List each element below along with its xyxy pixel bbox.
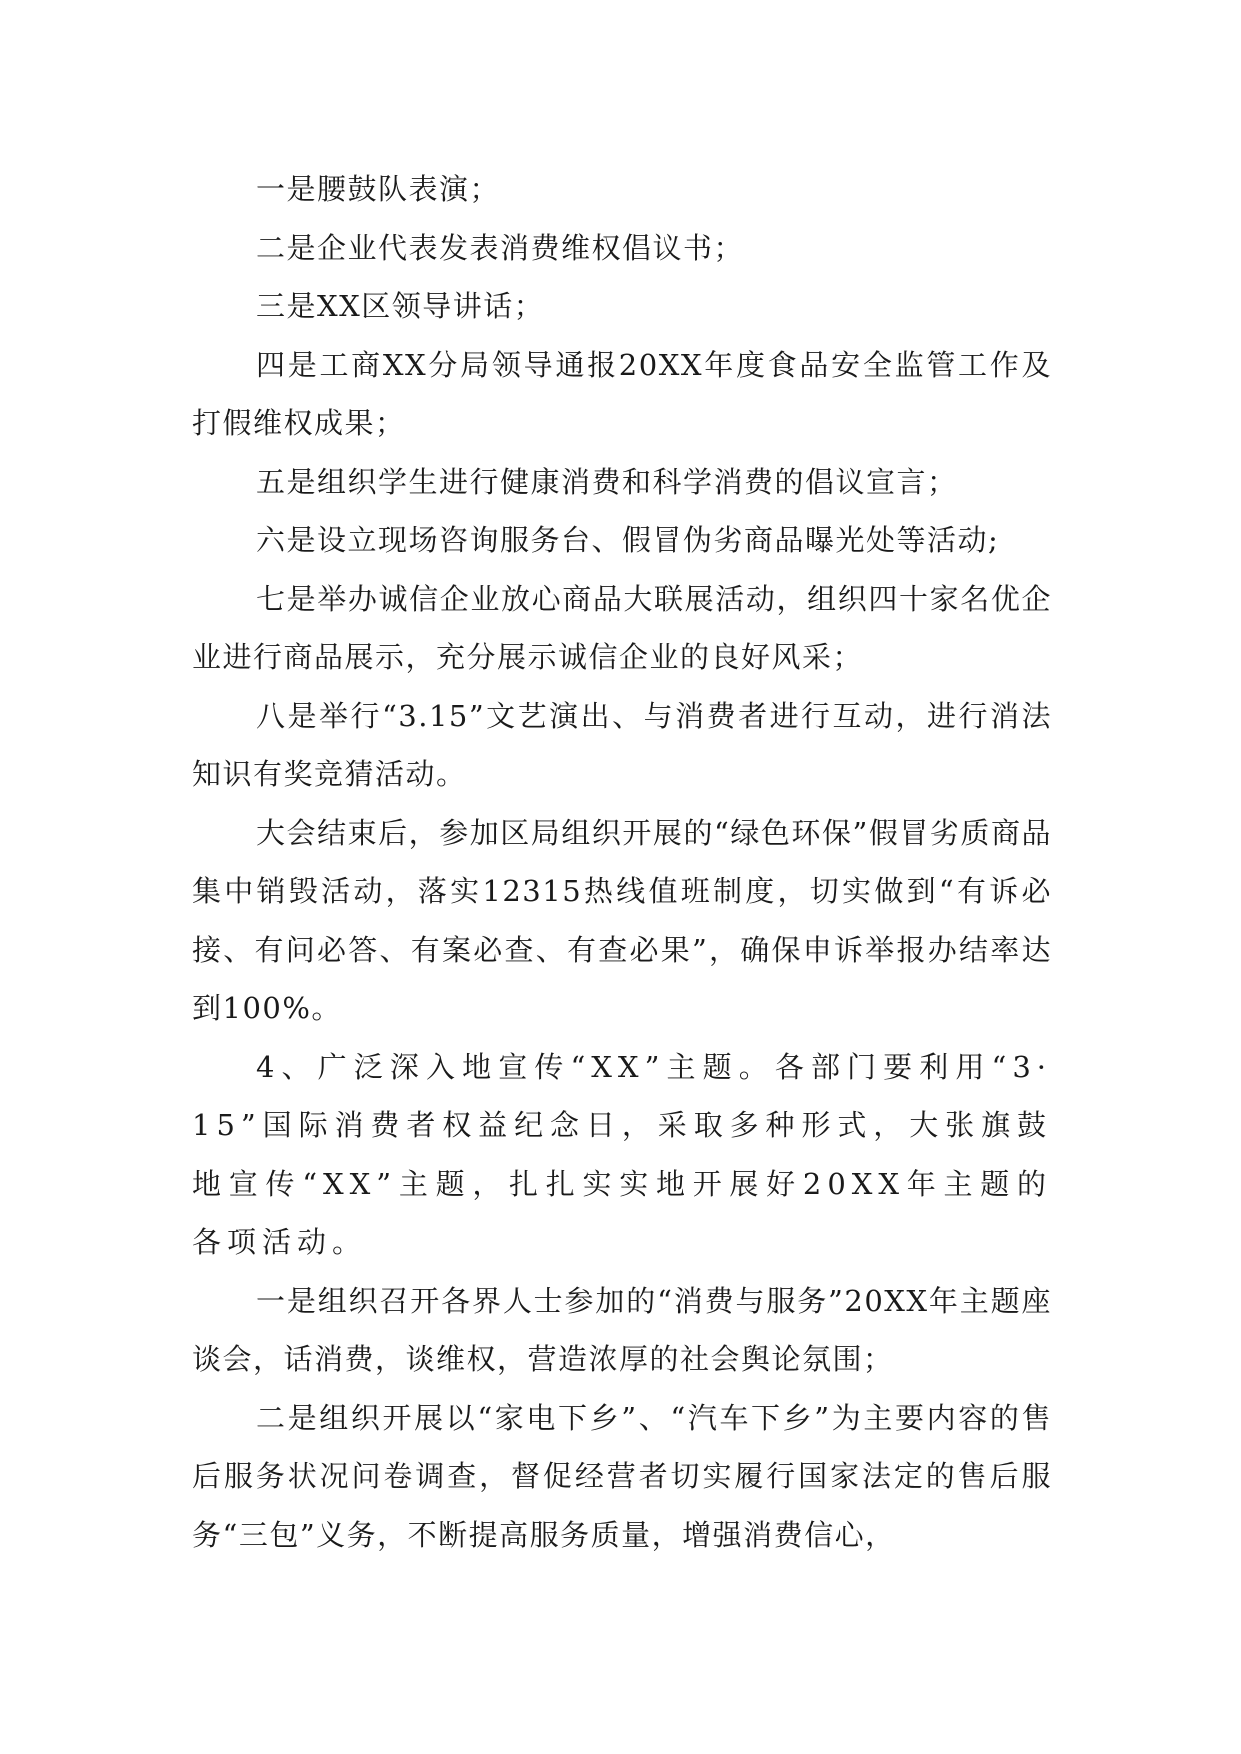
paragraph-12: 二是组织开展以“家电下乡”、“汽车下乡”为主要内容的售后服务状况问卷调查，督促经营者切实履行国家法定的售后服务“三包”义务，不断提高服务质量，增强消费信心， <box>192 1400 1052 1552</box>
paragraph-2: 二是企业代表发表消费维权倡议书； <box>256 230 745 265</box>
paragraph-1: 一是腰鼓队表演； <box>256 172 501 206</box>
paragraph-4: 四是工商XX分局领导通报20XX年度食品安全监管工作及打假维权成果； <box>192 347 1052 440</box>
paragraph-5: 五是组织学生进行健康消费和科学消费的倡议宣言； <box>256 464 958 499</box>
paragraph-8: 八是举行“3.15”文艺演出、与消费者进行互动，进行消法知识有奖竞猜活动。 <box>192 698 1052 791</box>
paragraph-6: 六是设立现场咨询服务台、假冒伪劣商品曝光处等活动; <box>256 523 1000 557</box>
paragraph-3: 三是XX区领导讲话； <box>256 289 545 323</box>
paragraph-11: 一是组织召开各界人士参加的“消费与服务”20XX年主题座谈会，话消费，谈维权，营造浓厚的社会舆论氛围； <box>192 1283 1052 1376</box>
paragraph-9: 大会结束后，参加区局组织开展的“绿色环保”假冒劣质商品集中销毁活动，落实12315热线值班制度，切实做到“有诉必接、有问必答、有案必查、有查必果”，确保申诉举报办结率达到100%。 <box>192 815 1052 1025</box>
paragraph-7: 七是举办诚信企业放心商品大联展活动，组织四十家名优企业进行商品展示，充分展示诚信企业的良好风采； <box>192 581 1052 674</box>
paragraph-10: 4、广泛深入地宣传“XX”主题。各部门要利用“3·15”国际消费者权益纪念日，采取多种形式，大张旗鼓地宣传“XX”主题，扎扎实实地开展好20XX年主题的各项活动。 <box>192 1049 1052 1259</box>
document-body <box>192 160 1052 1564</box>
